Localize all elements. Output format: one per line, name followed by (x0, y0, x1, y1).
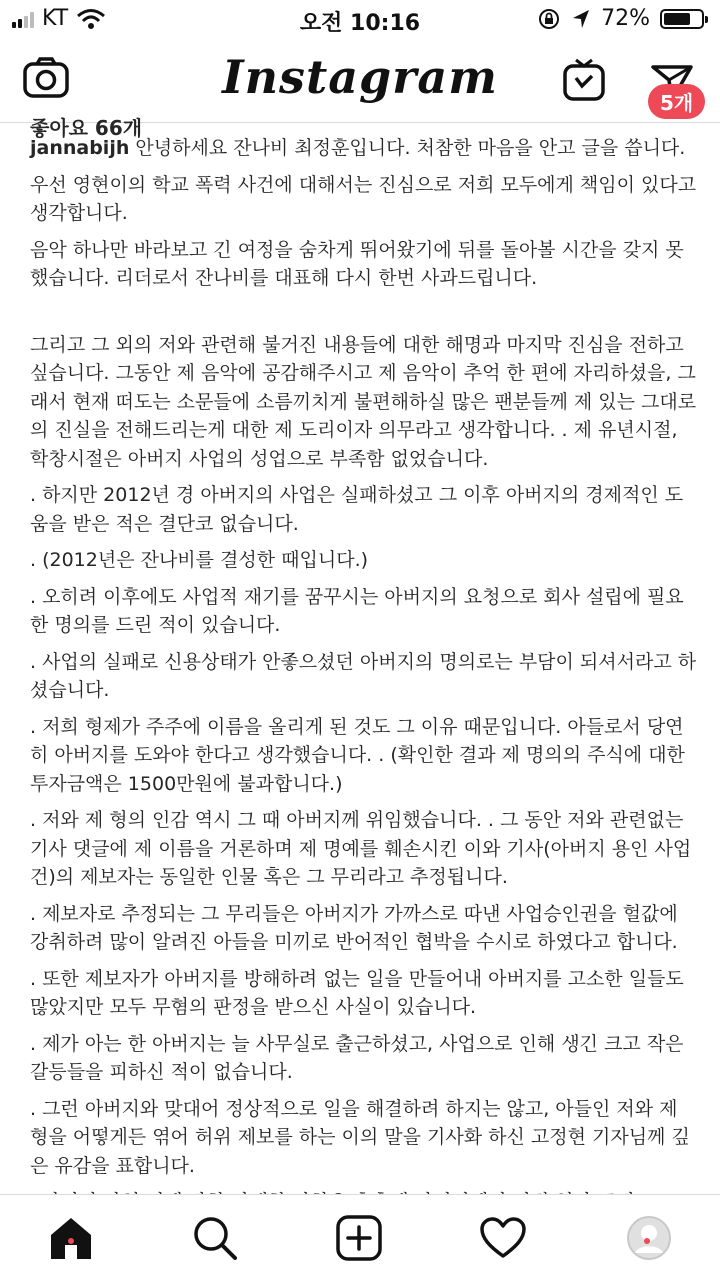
caption-paragraph: . 사업의 실패로 신용상태가 안좋으셨던 아버지의 명의로는 부담이 되셔서라고 하셨습니다. (30, 650, 697, 701)
likes-count[interactable]: 좋아요 66개 (30, 116, 143, 140)
caption-paragraph: . 또한 제보자가 아버지를 방해하려 없는 일을 만들어내 아버지를 고소한 일들도 많았지만 모두 무혐의 판정을 받으신 사실이 있습니다. (30, 967, 684, 1018)
clock: 오전 10:16 (299, 11, 421, 36)
igtv-button[interactable] (562, 58, 606, 106)
carrier-label: KT (42, 6, 69, 31)
caption-paragraph: . 제보자로 추정되는 그 무리들은 아버지가 가까스로 따낸 사업승인권을 헐값에 강취하려 많이 알려진 아들을 미끼로 반어적인 협박을 수시로 하였다고 합니다. (30, 902, 678, 953)
caption-paragraph: 그리고 그 외의 저와 관련해 불거진 내용들에 대한 해명과 마지막 진심을 전하고 싶습니다. 그동안 제 음악에 공감해주시고 제 음악이 추억 한 편에 자리하셨을, 그래서 현재 떠도는 소문들에 소름끼치게 불편해하실 많은 팬분들께 제 있는 그대로의 진실을 전해드리는게 대한 제 도리이자 의무라고 생각합니다. . 제 유년시절, 학창시절은 아버지 사업의 성업으로 부족함 없었습니다. (30, 333, 697, 470)
orientation-lock-icon (537, 7, 561, 31)
instagram-logo: Instagram (222, 50, 498, 104)
caption-paragraph: . 저희 형제가 주주에 이름을 올리게 된 것도 그 이유 때문입니다. 아들로서 당연히 아버지를 도와야 한다고 생각했습니다. . (확인한 결과 제 명의의 주식에 대한 투자금액은 1500만원에 불과합니다.) (30, 715, 685, 795)
tab-new-post[interactable] (334, 1213, 384, 1263)
caption-paragraph: 우선 영현이의 학교 폭력 사건에 대해서는 진심으로 저희 모두에게 책임이 있다고 생각합니다. (30, 173, 697, 224)
caption (30, 134, 700, 1217)
caption-paragraph: . 하지만 2012년 경 아버지의 사업은 실패하셨고 그 이후 아버지의 경제적인 도움을 받은 적은 결단코 없습니다. (30, 484, 684, 535)
caption-paragraph (30, 134, 700, 163)
profile-notification-dot (644, 1238, 650, 1244)
home-notification-dot (68, 1238, 74, 1244)
caption-paragraph: 음악 하나만 바라보고 긴 여정을 숨차게 뛰어왔기에 뒤를 돌아볼 시간을 갖지 못했습니다. 리더로서 잔나비를 대표해 다시 한번 사과드립니다. (30, 238, 684, 289)
add-post-icon (335, 1214, 383, 1262)
heart-icon (479, 1216, 527, 1260)
search-icon (191, 1214, 239, 1262)
tab-search[interactable] (190, 1213, 240, 1263)
bottom-tab-bar (0, 1194, 720, 1281)
caption-paragraph: . 제가 아는 한 아버지는 늘 사무실로 출근하셨고, 사업으로 인해 생긴 크고 작은 갈등들을 피하신 적이 없습니다. (30, 1032, 684, 1083)
igtv-icon (562, 58, 606, 102)
battery-percent: 72% (601, 6, 650, 31)
location-arrow-icon (571, 8, 591, 30)
caption-paragraph: . 저와 제 형의 인감 역시 그 때 아버지께 위임했습니다. . 그 동안 저와 관련없는 기사 댓글에 제 이름을 거론하며 제 명예를 훼손시킨 이와 기사(아버지 용인 사업건)의 제보자는 동일한 인물 혹은 그 무리라고 추정됩니다. (30, 809, 692, 888)
post-caption-area (30, 116, 700, 1194)
battery-fill (664, 13, 690, 25)
username-link[interactable]: jannabijh (30, 137, 130, 159)
caption-paragraph: . 그런 아버지와 맞대어 정상적으로 일을 해결하려 하지는 않고, 아들인 저와 제 형을 어떻게든 엮어 허위 제보를 하는 이의 말을 기사화 하신 고정현 기자님께 깊은 유감을 표합니다. (30, 1097, 690, 1177)
status-bar (0, 0, 720, 40)
tab-activity[interactable] (478, 1213, 528, 1263)
battery-icon (660, 9, 704, 29)
top-nav (0, 40, 720, 123)
caption-text: 안녕하세요 잔나비 최정훈입니다. 처참한 마음을 안고 글을 씁니다. (129, 137, 686, 159)
caption-paragraph: . (2012년은 잔나비를 결성한 때입니다.) (30, 549, 369, 571)
notification-badge[interactable]: 5개 (648, 84, 705, 119)
caption-paragraph: . 오히려 이후에도 사업적 재기를 꿈꾸시는 아버지의 요청으로 회사 설립에 필요한 명의를 드린 적이 있습니다. (30, 585, 684, 636)
